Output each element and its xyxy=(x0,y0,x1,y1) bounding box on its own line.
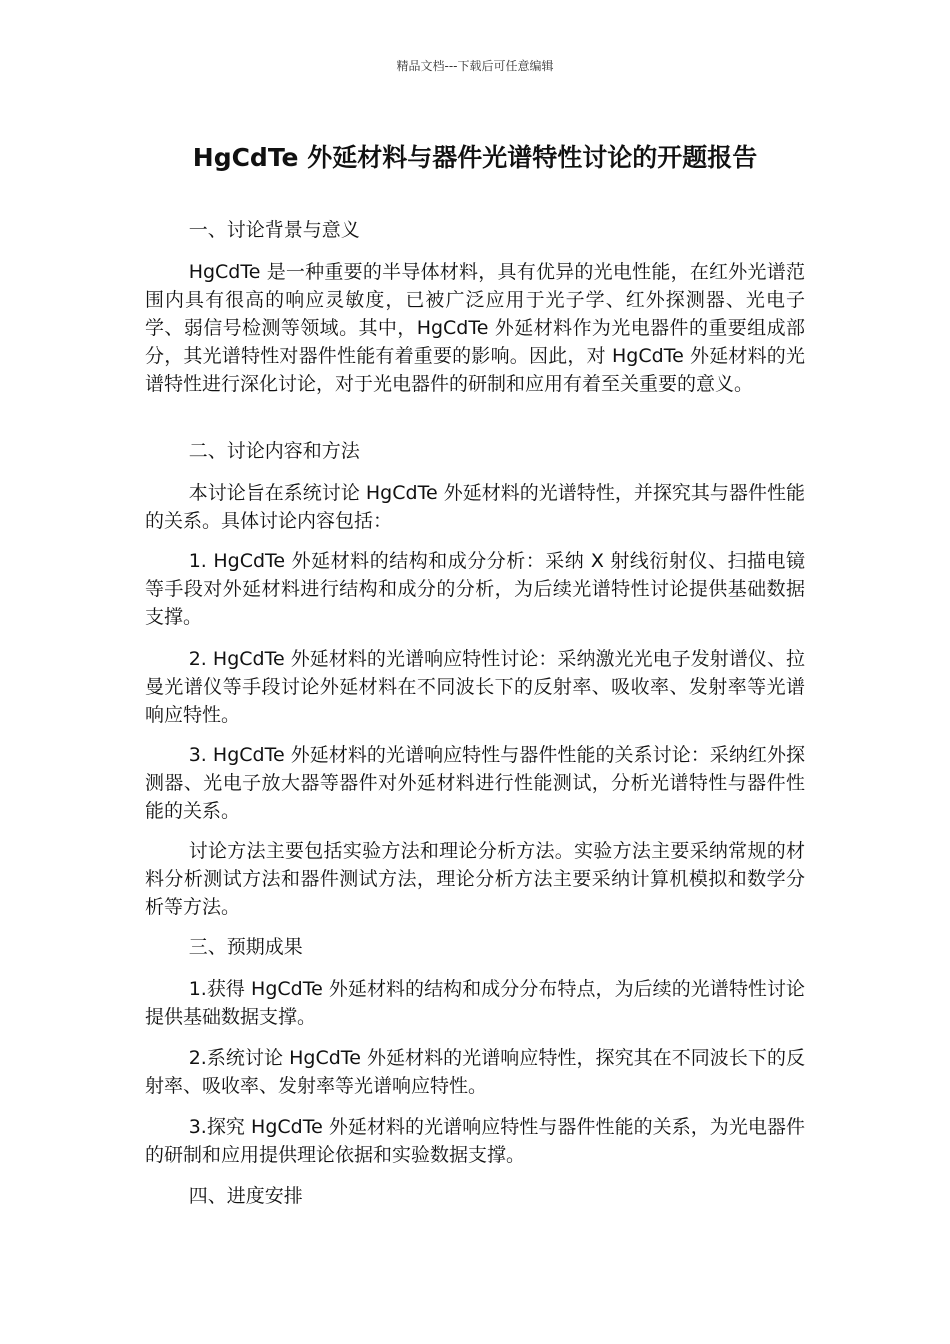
list-item-result-2: 2.系统讨论 HgCdTe 外延材料的光谱响应特性，探究其在不同波长下的反射率、吸收率、发射率等光谱响应特性。 xyxy=(145,1047,805,1097)
list-item-result-1: 1.获得 HgCdTe 外延材料的结构和成分分布特点，为后续的光谱特性讨论提供基础数据支撑。 xyxy=(145,978,805,1028)
section-heading-content-methods: 二、讨论内容和方法 xyxy=(188,440,360,462)
section-heading-expected-results: 三、预期成果 xyxy=(188,936,303,958)
paragraph-content-intro: 本讨论旨在系统讨论 HgCdTe 外延材料的光谱特性，并探究其与器件性能的关系。具体讨论内容包括： xyxy=(145,482,805,532)
list-item-spectral-response: 2. HgCdTe 外延材料的光谱响应特性讨论：采纳激光光电子发射谱仪、拉曼光谱仪等手段讨论外延材料在不同波长下的反射率、吸收率、发射率等光谱响应特性。 xyxy=(145,648,805,726)
paragraph-methods: 讨论方法主要包括实验方法和理论分析方法。实验方法主要采纳常规的材料分析测试方法和器件测试方法，理论分析方法主要采纳计算机模拟和数学分析等方法。 xyxy=(145,840,805,918)
list-item-device-relation: 3. HgCdTe 外延材料的光谱响应特性与器件性能的关系讨论：采纳红外探测器、光电子放大器等器件对外延材料进行性能测试，分析光谱特性与器件性能的关系。 xyxy=(145,744,805,822)
section-heading-schedule: 四、进度安排 xyxy=(188,1185,303,1207)
paragraph-background: HgCdTe 是一种重要的半导体材料，具有优异的光电性能，在红外光谱范围内具有很高的响应灵敏度，已被广泛应用于光子学、红外探测器、光电子学、弱信号检测等领域。其中，HgCdTe 外延材料作为光电器件的重要组成部分，其光谱特性对器件性能有着重要的影响。因此，对 HgCdTe 外延材料的光谱特性进行深化讨论，对于光电器件的研制和应用有着至关重要的意义。 xyxy=(145,261,805,395)
document-title: HgCdTe 外延材料与器件光谱特性讨论的开题报告 xyxy=(192,143,758,172)
section-heading-background: 一、讨论背景与意义 xyxy=(188,219,360,241)
list-item-result-3: 3.探究 HgCdTe 外延材料的光谱响应特性与器件性能的关系，为光电器件的研制和应用提供理论依据和实验数据支撑。 xyxy=(145,1116,805,1166)
header-note: 精品文档---下载后可任意编辑 xyxy=(396,59,554,73)
list-item-structure-analysis: 1. HgCdTe 外延材料的结构和成分分析：采纳 X 射线衍射仪、扫描电镜等手段对外延材料进行结构和成分的分析，为后续光谱特性讨论提供基础数据支撑。 xyxy=(145,550,805,628)
